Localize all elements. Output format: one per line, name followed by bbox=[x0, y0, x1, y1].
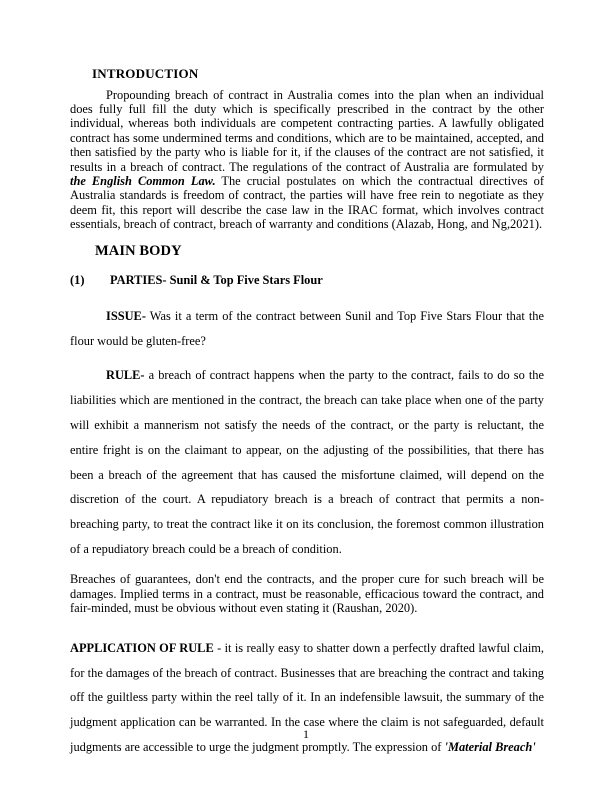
spacer-after-issue bbox=[70, 353, 544, 363]
heading-main-body: MAIN BODY bbox=[95, 242, 182, 259]
paragraph-rule bbox=[70, 363, 544, 562]
paragraph-application-of-rule bbox=[70, 636, 544, 760]
parties-item-number: (1) bbox=[70, 272, 85, 287]
introduction-text-part-1: Propounding breach of contract in Australia comes into the plan when an individual does fully full fill the duty which is specifically prescribed in the contract by the other individual, whereas both individuals are competent contracting parties. A lawfully obligated contract has some undermined terms and conditions, which are to be maintained, accepted, and then satisfied by the party who is liable for it, if the clauses of the contract are not satisfied, it results in a breach of contract. The regulations of the contract of Australia are formulated by bbox=[70, 87, 544, 174]
page-number: 1 bbox=[303, 727, 309, 741]
heading-parties-item bbox=[70, 272, 544, 288]
rule-text: a breach of contract happens when the party to the contract, fails to do so the liabilities which are mentioned in the contract, the breach can take place when one of the party will exhibit a mannerism not satisfy the needs of the contract, or the party is reluctant, the entire fright is on the claimant to appear, on the adjusting of the possibilities, that there has been a breach of the agreement that has caused the misfortune claimed, will depend on the discretion of the court. A repudiatory breach is a breach of contract that permits a non-breaching party, to treat the contract like it on its conclusion, the foremost common illustration of a repudiatory breach could be a breach of condition. bbox=[70, 368, 544, 557]
guarantees-text: Breaches of guarantees, don't end the contracts, and the proper cure for such breach will be damages. Implied terms in a contract, must be reasonable, efficacious toward the contract, and fair-minded, must be obvious without even stating it (Raushan, 2020). bbox=[70, 571, 544, 616]
introduction-emphasis-english-common-law: the English Common Law. bbox=[70, 173, 216, 188]
paragraph-guarantees bbox=[70, 572, 544, 616]
spacer-after-parties bbox=[70, 288, 544, 304]
heading-introduction: INTRODUCTION bbox=[92, 66, 199, 81]
issue-text: Was it a term of the contract between Sunil and Top Five Stars Flour that the flour would be gluten-free? bbox=[70, 308, 544, 348]
issue-label: ISSUE- bbox=[106, 308, 146, 323]
introduction-text-part-2: The crucial postulates on which the contractual directives of Australia standards is freedom of contract, the parties will have free rein to negotiate as they deem fit, this report will describe the case law in the IRAC format, which involves contract essentials, breach of contract, breach of warranty and conditions (Alazab, Hong, and Ng,2021). bbox=[70, 173, 544, 232]
application-label: APPLICATION OF RULE bbox=[70, 640, 214, 655]
paragraph-introduction bbox=[70, 88, 544, 232]
page-content bbox=[70, 66, 544, 760]
application-emphasis-material-breach: 'Material Breach' bbox=[444, 740, 536, 754]
paragraph-issue bbox=[70, 304, 544, 354]
rule-label: RULE- bbox=[106, 368, 145, 383]
spacer-before-application bbox=[70, 616, 544, 636]
parties-item-label: PARTIES- Sunil & Top Five Stars Flour bbox=[110, 272, 323, 287]
application-text-part-1: - it is really easy to shatter down a perfectly drafted lawful claim, for the damages of the breach of contract. Businesses that are breaching the contract and taking off the guiltless party within the reel tally of it. In an indefensible lawsuit, the summary of the judgment application can be warranted. In the case where the claim is not safeguarded, default judgments are accessible to urge the judgment promptly. The expression of bbox=[70, 640, 544, 754]
